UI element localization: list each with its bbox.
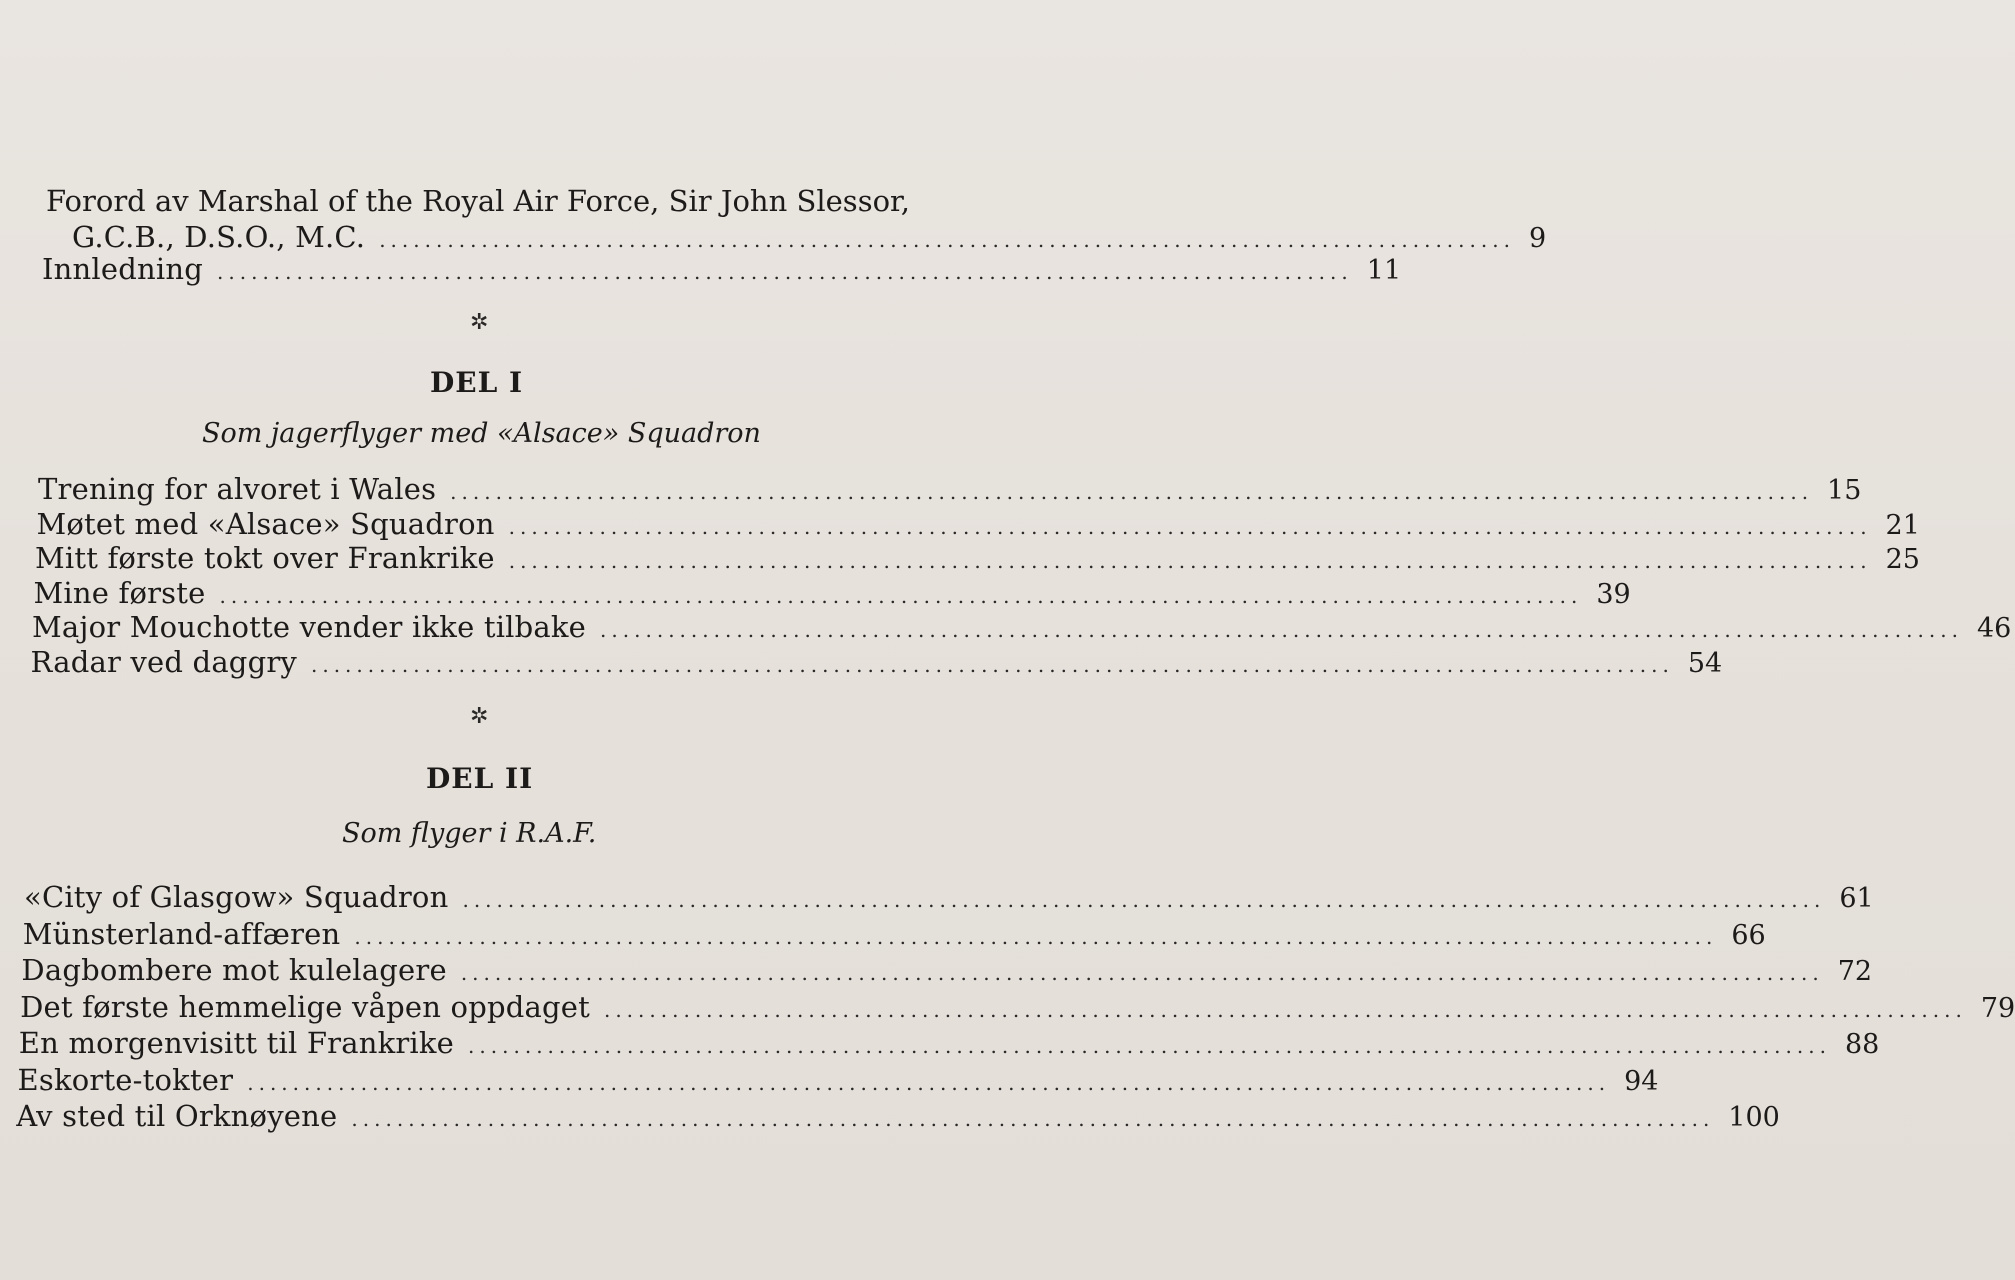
toc-entry xyxy=(36,506,1920,544)
section-separator-star-icon: ✲ xyxy=(470,704,489,729)
section-separator-star-icon: ✲ xyxy=(470,310,489,335)
dot-leader: ........................................................................................................................ xyxy=(468,1034,1831,1058)
toc-entry-title: Av sted til Orknøyene xyxy=(16,1099,338,1133)
toc-entry xyxy=(20,989,2015,1027)
toc-entry-title: Major Mouchotte vender ikke tilbake xyxy=(32,610,587,644)
toc-entry-title: Münsterland-affæren xyxy=(22,916,341,951)
toc-entry-page: 39 xyxy=(1596,578,1631,610)
dot-leader: ........................................................................................................................ xyxy=(600,618,1963,642)
toc-entry xyxy=(30,644,1723,682)
toc-entry-page: 15 xyxy=(1827,475,1862,506)
dot-leader: ........................................................................................................................ xyxy=(508,514,1872,539)
toc-entry-title: G.C.B., D.S.O., M.C. xyxy=(72,220,366,254)
toc-entry xyxy=(16,1099,1780,1136)
toc-entry-page: 100 xyxy=(1728,1102,1780,1133)
toc-entry xyxy=(33,575,1631,613)
toc-entry-page: 54 xyxy=(1687,647,1723,679)
toc-entry-title: Dagbombere mot kulelagere xyxy=(21,953,447,987)
toc-entry xyxy=(18,1026,1880,1063)
toc-entry-intro xyxy=(42,252,1402,289)
toc-entry xyxy=(24,880,1874,917)
toc-entry xyxy=(35,541,1920,578)
toc-entry-title: Mitt første tokt over Frankrike xyxy=(35,541,495,575)
toc-entry-page: 9 xyxy=(1528,223,1547,254)
dot-leader: ........................................................................................................................ xyxy=(460,961,1824,985)
dot-leader: ........................................................................................................................ xyxy=(603,997,1967,1022)
dot-leader: .................................................................................................... xyxy=(217,260,1353,284)
toc-entry-page: 88 xyxy=(1844,1029,1880,1060)
dot-leader: ........................................................................................................................ xyxy=(310,652,1674,677)
dot-leader: ........................................................................................................................ xyxy=(247,1070,1611,1095)
dot-leader: ........................................................................................................................ xyxy=(450,480,1814,504)
dot-leader: ........................................................................................................................ xyxy=(462,888,1826,912)
toc-entry-title: Radar ved daggry xyxy=(30,644,297,679)
dot-leader: ........................................................................................................................ xyxy=(351,1107,1715,1131)
toc-entry xyxy=(22,916,1766,954)
part-subtitle: Som flyger i R.A.F. xyxy=(342,818,597,849)
toc-entry-page: 79 xyxy=(1980,992,2015,1024)
toc-entry-title: Trening for alvoret i Wales xyxy=(38,472,437,506)
dot-leader: .................................................................................................... xyxy=(379,228,1515,252)
toc-entry xyxy=(17,1062,1659,1100)
toc-entry-title: Møtet med «Alsace» Squadron xyxy=(36,506,495,541)
toc-entry-page: 72 xyxy=(1837,956,1873,987)
toc-entry-page: 46 xyxy=(1976,613,2012,644)
toc-entry-page: 21 xyxy=(1885,509,1920,541)
dot-leader: ........................................................................................................................ xyxy=(354,924,1718,949)
part-heading: DEL I xyxy=(430,366,524,399)
foreword-title-line1: Forord av Marshal of the Royal Air Force, Sir John Slessor, xyxy=(46,184,910,218)
part-heading: DEL II xyxy=(426,762,534,795)
toc-entry xyxy=(21,953,1873,990)
toc-entry-page: 25 xyxy=(1885,544,1920,575)
toc-entry-title: «City of Glasgow» Squadron xyxy=(24,880,449,914)
dot-leader: ........................................................................................................................ xyxy=(508,549,1872,573)
toc-entry-page: 11 xyxy=(1366,255,1402,286)
part-subtitle: Som jagerflyger med «Alsace» Squadron xyxy=(202,418,761,449)
toc-entry xyxy=(38,472,1862,509)
toc-entry-title: Eskorte-tokter xyxy=(17,1062,234,1097)
toc-entry-title: En morgenvisitt til Frankrike xyxy=(18,1026,455,1060)
toc-entry xyxy=(32,610,2012,647)
toc-entry-title: Det første hemmelige våpen oppdaget xyxy=(20,989,590,1024)
dot-leader: ........................................................................................................................ xyxy=(219,583,1583,608)
toc-entry-title: Mine første xyxy=(33,575,206,610)
toc-entry-title: Innledning xyxy=(42,252,204,286)
toc-entry-page: 66 xyxy=(1731,919,1766,951)
toc-entry-page: 61 xyxy=(1839,883,1874,914)
toc-entry-page: 94 xyxy=(1624,1065,1659,1097)
